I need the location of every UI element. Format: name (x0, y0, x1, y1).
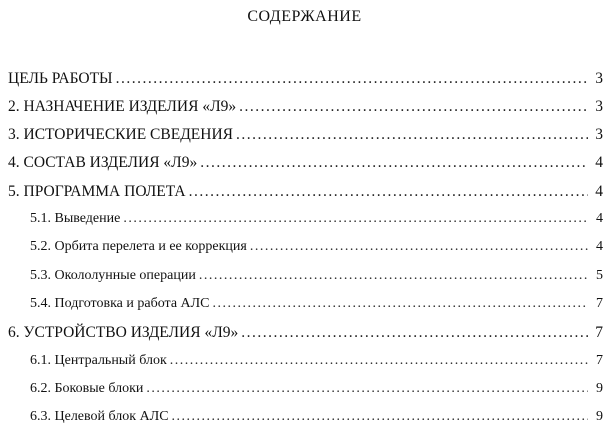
toc-entry-flight-program (8, 183, 603, 203)
toc-entry-label: 5.3. Окололунные операции (30, 268, 196, 283)
toc-entry-label: 5.4. Подготовка и работа АЛС (30, 296, 210, 311)
dot-leader (250, 239, 588, 255)
toc-entry-purpose (8, 98, 603, 118)
dot-leader (236, 126, 588, 144)
toc-entry-transfer-orbit (30, 239, 603, 259)
toc-entry-device-structure (8, 324, 603, 344)
toc-entry-central-block (30, 353, 603, 373)
toc-entry-label: 6.2. Боковые блоки (30, 381, 144, 396)
toc-entry-goal (8, 70, 603, 90)
toc-page-number: 7 (596, 353, 603, 368)
toc-page-number: 3 (595, 70, 603, 87)
toc-entry-label: 5. ПРОГРАММА ПОЛЕТА (8, 183, 186, 200)
dot-leader (189, 183, 588, 201)
dot-leader (170, 353, 588, 369)
toc-page-number: 4 (595, 154, 603, 171)
toc-page-number: 5 (596, 268, 603, 283)
dot-leader (172, 409, 588, 425)
toc-entry-composition (8, 154, 603, 174)
dot-leader (116, 70, 588, 88)
dot-leader (123, 211, 588, 227)
dot-leader (200, 154, 588, 172)
toc-entry-label: 3. ИСТОРИЧЕСКИЕ СВЕДЕНИЯ (8, 126, 233, 143)
page-title: СОДЕРЖАНИЕ (247, 8, 362, 25)
toc-entry-label: 2. НАЗНАЧЕНИЕ ИЗДЕЛИЯ «Л9» (8, 98, 237, 115)
toc-entry-label: 6.3. Целевой блок АЛС (30, 409, 169, 424)
toc-entry-label: 5.1. Выведение (30, 211, 121, 226)
toc-entry-label: 5.2. Орбита перелета и ее коррекция (30, 239, 247, 254)
toc-entry-target-block (30, 409, 603, 429)
dot-leader (199, 268, 588, 284)
toc-page-number: 9 (596, 381, 603, 396)
toc-page-number: 4 (596, 239, 603, 254)
toc-entry-history (8, 126, 603, 146)
toc-entry-als-preparation (30, 296, 603, 316)
toc-page-number: 3 (595, 98, 603, 115)
toc-entry-label: 6.1. Центральный блок (30, 353, 167, 368)
dot-leader (212, 296, 588, 312)
toc-page-number: 4 (595, 183, 603, 200)
toc-page-number: 7 (596, 296, 603, 311)
toc-page-number: 7 (595, 324, 603, 341)
dot-leader (239, 98, 588, 116)
toc-entry-launch (30, 211, 603, 231)
toc-entry-lunar-operations (30, 268, 603, 288)
toc-entry-side-blocks (30, 381, 603, 401)
toc-entry-label: ЦЕЛЬ РАБОТЫ (8, 70, 113, 87)
dot-leader (146, 381, 588, 397)
toc-entry-label: 4. СОСТАВ ИЗДЕЛИЯ «Л9» (8, 154, 198, 171)
toc-page-number: 4 (596, 211, 603, 226)
toc-page-number: 3 (595, 126, 603, 143)
toc-entry-label: 6. УСТРОЙСТВО ИЗДЕЛИЯ «Л9» (8, 324, 239, 341)
dot-leader (241, 324, 588, 342)
toc-page-number: 9 (596, 409, 603, 424)
